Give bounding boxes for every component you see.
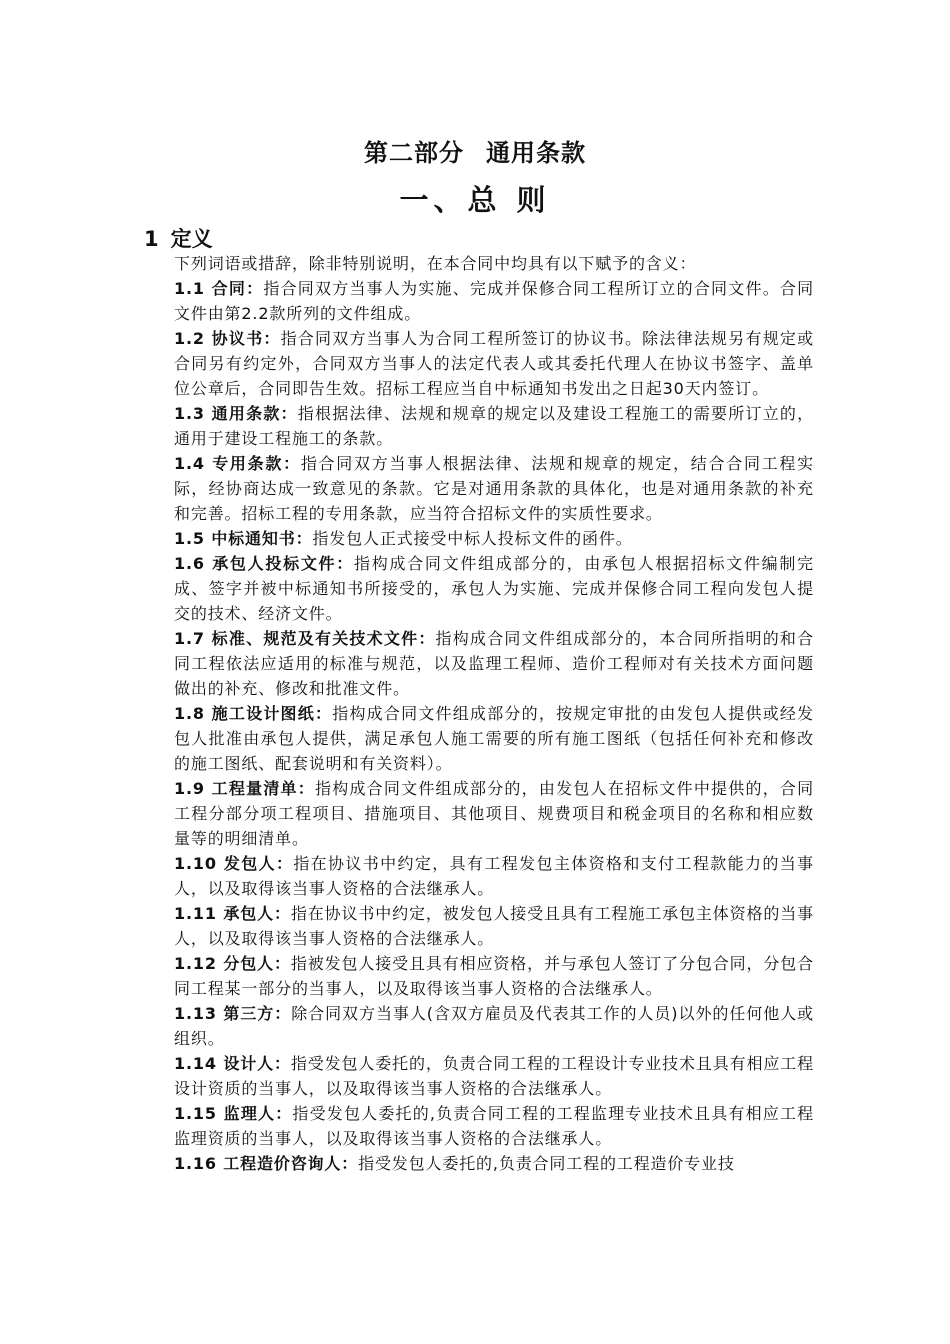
definitions-body [174, 251, 814, 1176]
definition-item [174, 1101, 814, 1151]
definition-text: 指构成合同文件组成部分的，由发包人在招标文件中提供的，合同工程分部分项工程项目、措施项目、其他项目、规费项目和税金项目的名称和相应数量等的明细清单。 [174, 779, 814, 848]
part-title-number: 第二部分 [364, 139, 464, 167]
definition-text: 指根据法律、法规和规章的规定以及建设工程施工的需要所订立的，通用于建设工程施工的条款。 [174, 404, 814, 448]
definition-item [174, 276, 814, 326]
intro-paragraph: 下列词语或措辞，除非特别说明，在本合同中均具有以下赋予的含义： [174, 254, 697, 273]
definition-term: 1.7 标准、规范及有关技术文件： [174, 629, 436, 648]
definition-text: 除合同双方当事人(含双方雇员及代表其工作的人员)以外的任何他人或组织。 [174, 1004, 814, 1048]
definition-term: 1.11 承包人： [174, 904, 291, 923]
definition-term: 1.3 通用条款： [174, 404, 298, 423]
definition-term: 1.1 合同： [174, 279, 264, 298]
chapter-title: 一、总 则 [399, 183, 551, 217]
definition-item [174, 451, 814, 526]
definition-text: 指受发包人委托的，负责合同工程的工程设计专业技术且具有相应工程设计资质的当事人，以及取得该当事人资格的合法继承人。 [174, 1054, 814, 1098]
definition-term: 1.5 中标通知书： [174, 529, 313, 548]
definition-term: 1.9 工程量清单： [174, 779, 315, 798]
definition-term: 1.2 协议书： [174, 329, 281, 348]
definition-term: 1.4 专用条款： [174, 454, 301, 473]
definition-term: 1.15 监理人： [174, 1104, 293, 1123]
definition-item [174, 1051, 814, 1101]
definition-term: 1.13 第三方： [174, 1004, 292, 1023]
part-title-name: 通用条款 [486, 139, 586, 167]
section-heading [144, 223, 213, 253]
definition-item [174, 701, 814, 776]
definition-text: 指在协议书中约定，被发包人接受且具有工程施工承包主体资格的当事人，以及取得该当事人资格的合法继承人。 [174, 904, 814, 948]
definition-text: 指发包人正式接受中标人投标文件的函件。 [312, 529, 633, 548]
definition-item [174, 401, 814, 451]
definition-term: 1.14 设计人： [174, 1054, 291, 1073]
definition-text: 指构成合同文件组成部分的，按规定审批的由发包人提供或经发包人批准由承包人提供，满足承包人施工需要的所有施工图纸（包括任何补充和修改的施工图纸、配套说明和有关资料）。 [174, 704, 814, 773]
definition-text: 指合同双方当事人根据法律、法规和规章的规定，结合合同工程实际，经协商达成一致意见的条款。它是对通用条款的具体化，也是对通用条款的补充和完善。招标工程的专用条款，应当符合招标文件的实质性要求。 [174, 454, 814, 523]
definition-text: 指构成合同文件组成部分的，本合同所指明的和合同工程依法应适用的标准与规范，以及监理工程师、造价工程师对有关技术方面问题做出的补充、修改和批准文件。 [174, 629, 815, 698]
definition-term: 1.12 分包人： [174, 954, 291, 973]
part-title [0, 133, 950, 168]
definition-item [174, 851, 814, 901]
definition-term: 1.6 承包人投标文件： [174, 554, 354, 573]
definition-item [174, 951, 814, 1001]
definition-item [174, 326, 814, 401]
definition-text: 指合同双方当事人为合同工程所签订的协议书。除法律法规另有规定或合同另有约定外，合同双方当事人的法定代表人或其委托代理人在协议书签字、盖单位公章后，合同即告生效。招标工程应当自中标通知书发出之日起30天内签订。 [174, 329, 814, 398]
definition-item [174, 901, 814, 951]
section-title: 定义 [170, 227, 213, 251]
definition-text: 指被发包人接受且具有相应资格，并与承包人签订了分包合同，分包合同工程某一部分的当事人，以及取得该当事人资格的合法继承人。 [174, 954, 814, 998]
definition-item [174, 526, 814, 551]
definition-text: 指合同双方当事人为实施、完成并保修合同工程所订立的合同文件。合同文件由第2.2款所列的文件组成。 [174, 279, 814, 323]
section-number: 1 [144, 227, 159, 251]
definition-text: 指构成合同文件组成部分的，由承包人根据招标文件编制完成、签字并被中标通知书所接受的，承包人为实施、完成并保修合同工程向发包人提交的技术、经济文件。 [174, 554, 814, 623]
definition-text: 指受发包人委托的,负责合同工程的工程造价专业技 [358, 1154, 735, 1173]
definition-item [174, 1151, 814, 1176]
definition-text: 指在协议书中约定，具有工程发包主体资格和支付工程款能力的当事人，以及取得该当事人资格的合法继承人。 [174, 854, 814, 898]
definition-item [174, 1001, 814, 1051]
definition-item [174, 626, 814, 701]
definition-term: 1.10 发包人： [174, 854, 294, 873]
definition-term: 1.16 工程造价咨询人： [174, 1154, 359, 1173]
definition-term: 1.8 施工设计图纸： [174, 704, 333, 723]
definition-item [174, 776, 814, 851]
definition-item [174, 551, 814, 626]
definition-text: 指受发包人委托的,负责合同工程的工程监理专业技术且具有相应工程监理资质的当事人，以及取得该当事人资格的合法继承人。 [174, 1104, 815, 1148]
